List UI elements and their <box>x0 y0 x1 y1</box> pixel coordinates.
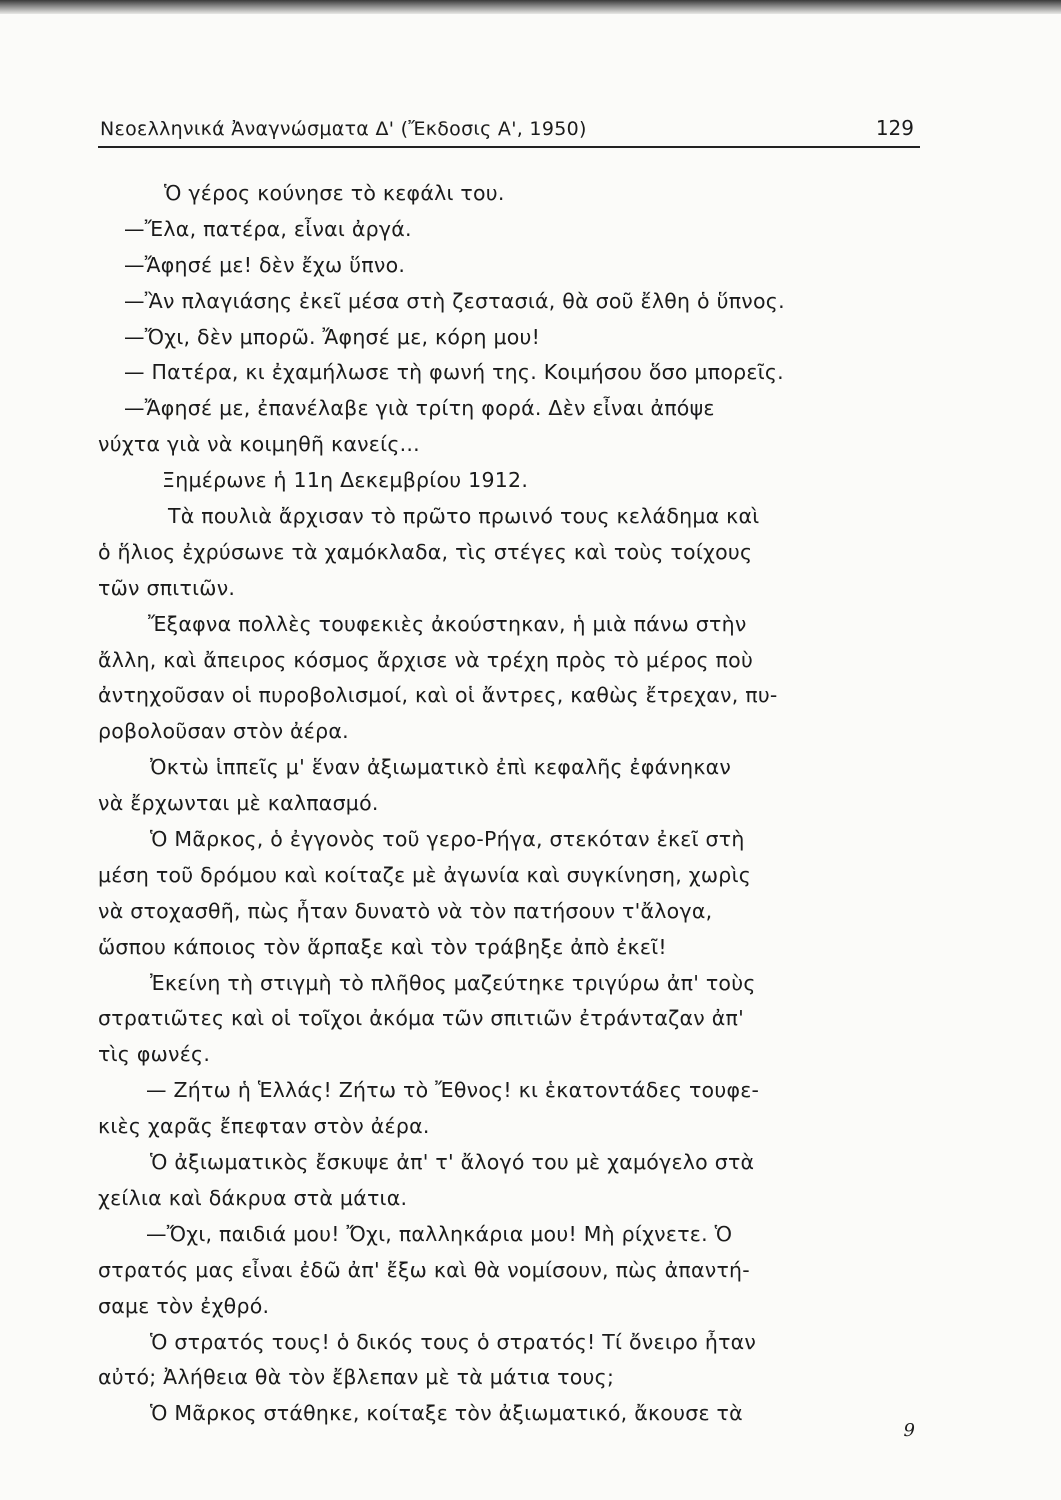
scanned-page-edge <box>0 0 1061 14</box>
text-line: νὰ ἔρχωνται μὲ καλπασμό. <box>98 791 379 816</box>
text-line: χείλια καὶ δάκρυα στὰ μάτια. <box>98 1185 408 1210</box>
text-line: Ὁ Μᾶρκος, ὁ ἐγγονὸς τοῦ γερο-Ρήγα, στεκόταν ἐκεῖ στὴ <box>150 827 745 852</box>
text-line: αὐτό; Ἀλήθεια θὰ τὸν ἔβλεπαν μὲ τὰ μάτια τους; <box>98 1365 615 1390</box>
header-rule <box>98 146 920 148</box>
text-line: —Ἂν πλαγιάσης ἐκεῖ μέσα στὴ ζεστασιά, θὰ σοῦ ἔλθη ὁ ὕπνος. <box>124 288 785 313</box>
text-line: —Ὄχι, δὲν μπορῶ. Ἄφησέ με, κόρη μου! <box>124 324 541 349</box>
text-line: Ὀκτὼ ἱππεῖς μ' ἕναν ἀξιωματικὸ ἐπὶ κεφαλῆς ἐφάνηκαν <box>150 755 732 780</box>
text-line: τῶν σπιτιῶν. <box>98 575 236 600</box>
text-line: — Ζήτω ἡ Ἑλλάς! Ζήτω τὸ Ἔθνος! κι ἑκατοντάδες τουφε- <box>146 1078 760 1103</box>
text-line: Ξημέρωνε ἡ 11η Δεκεμβρίου 1912. <box>162 468 529 493</box>
body-text <box>98 176 918 1432</box>
signature-mark: 9 <box>903 1420 915 1441</box>
text-line: —Ὄχι, παιδιά μου! Ὄχι, παλληκάρια μου! Μὴ ρίχνετε. Ὁ <box>146 1221 733 1246</box>
page-header <box>100 112 918 148</box>
text-line: Ἐκείνη τὴ στιγμὴ τὸ πλῆθος μαζεύτηκε τριγύρω ἀπ' τοὺς <box>150 970 756 995</box>
text-line: —Ἔλα, πατέρα, εἶναι ἀργά. <box>124 216 412 241</box>
text-line: στρατιῶτες καὶ οἱ τοῖχοι ἀκόμα τῶν σπιτιῶν ἐτράνταζαν ἀπ' <box>98 1006 744 1031</box>
text-line: στρατός μας εἶναι ἐδῶ ἀπ' ἔξω καὶ θὰ νομίσουν, πὼς ἀπαντή- <box>98 1257 750 1282</box>
text-line: Ἔξαφνα πολλὲς τουφεκιὲς ἀκούστηκαν, ἡ μιὰ πάνω στὴν <box>148 611 747 636</box>
text-line: Τὰ πουλιὰ ἄρχισαν τὸ πρῶτο πρωινό τους κελάδημα καὶ <box>168 504 760 529</box>
text-line: ὥσπου κάποιος τὸν ἅρπαξε καὶ τὸν τράβηξε ἀπὸ ἐκεῖ! <box>98 934 667 959</box>
page-number: 129 <box>875 116 914 140</box>
text-line: τὶς φωνές. <box>98 1042 211 1067</box>
text-line: —Ἄφησέ με! δὲν ἔχω ὕπνο. <box>124 252 406 277</box>
text-line: — Πατέρα, κι ἐχαμήλωσε τὴ φωνή της. Κοιμήσου ὅσο μπορεῖς. <box>124 360 784 385</box>
text-line: Ὁ στρατός τους! ὁ δικός τους ὁ στρατός! Τί ὄνειρο ἦταν <box>150 1329 757 1354</box>
text-line: ἀντηχοῦσαν οἱ πυροβολισμοί, καὶ οἱ ἄντρες, καθὼς ἔτρεχαν, πυ- <box>98 683 778 708</box>
running-head: Νεοελληνικά Ἀναγνώσματα Δ' (Ἔκδοσις Α', 1950) <box>100 118 587 140</box>
text-line: ὁ ἥλιος ἐχρύσωνε τὰ χαμόκλαδα, τὶς στέγες καὶ τοὺς τοίχους <box>98 539 753 564</box>
text-line: Ὁ ἀξιωματικὸς ἔσκυψε ἀπ' τ' ἄλογό του μὲ χαμόγελο στὰ <box>150 1150 755 1175</box>
text-line: ἄλλη, καὶ ἄπειρος κόσμος ἄρχισε νὰ τρέχη πρὸς τὸ μέρος ποὺ <box>98 647 754 672</box>
text-line: —Ἄφησέ με, ἐπανέλαβε γιὰ τρίτη φορά. Δὲν εἶναι ἀπόψε <box>124 396 715 421</box>
text-line: Ὁ γέρος κούνησε τὸ κεφάλι του. <box>164 181 505 205</box>
text-line: ροβολοῦσαν στὸν ἀέρα. <box>98 719 349 744</box>
text-line: νὰ στοχασθῆ, πὼς ἦταν δυνατὸ νὰ τὸν πατήσουν τ'ἄλογα, <box>98 898 713 923</box>
text-line: Ὁ Μᾶρκος στάθηκε, κοίταξε τὸν ἀξιωματικό, ἄκουσε τὰ <box>150 1401 743 1426</box>
text-line: σαμε τὸν ἐχθρό. <box>98 1293 270 1318</box>
text-line: κιὲς χαρᾶς ἔπεφταν στὸν ἀέρα. <box>98 1114 430 1139</box>
text-line: νύχτα γιὰ νὰ κοιμηθῆ κανείς... <box>98 432 420 457</box>
text-line: μέση τοῦ δρόμου καὶ κοίταζε μὲ ἀγωνία καὶ συγκίνηση, χωρὶς <box>98 862 752 887</box>
